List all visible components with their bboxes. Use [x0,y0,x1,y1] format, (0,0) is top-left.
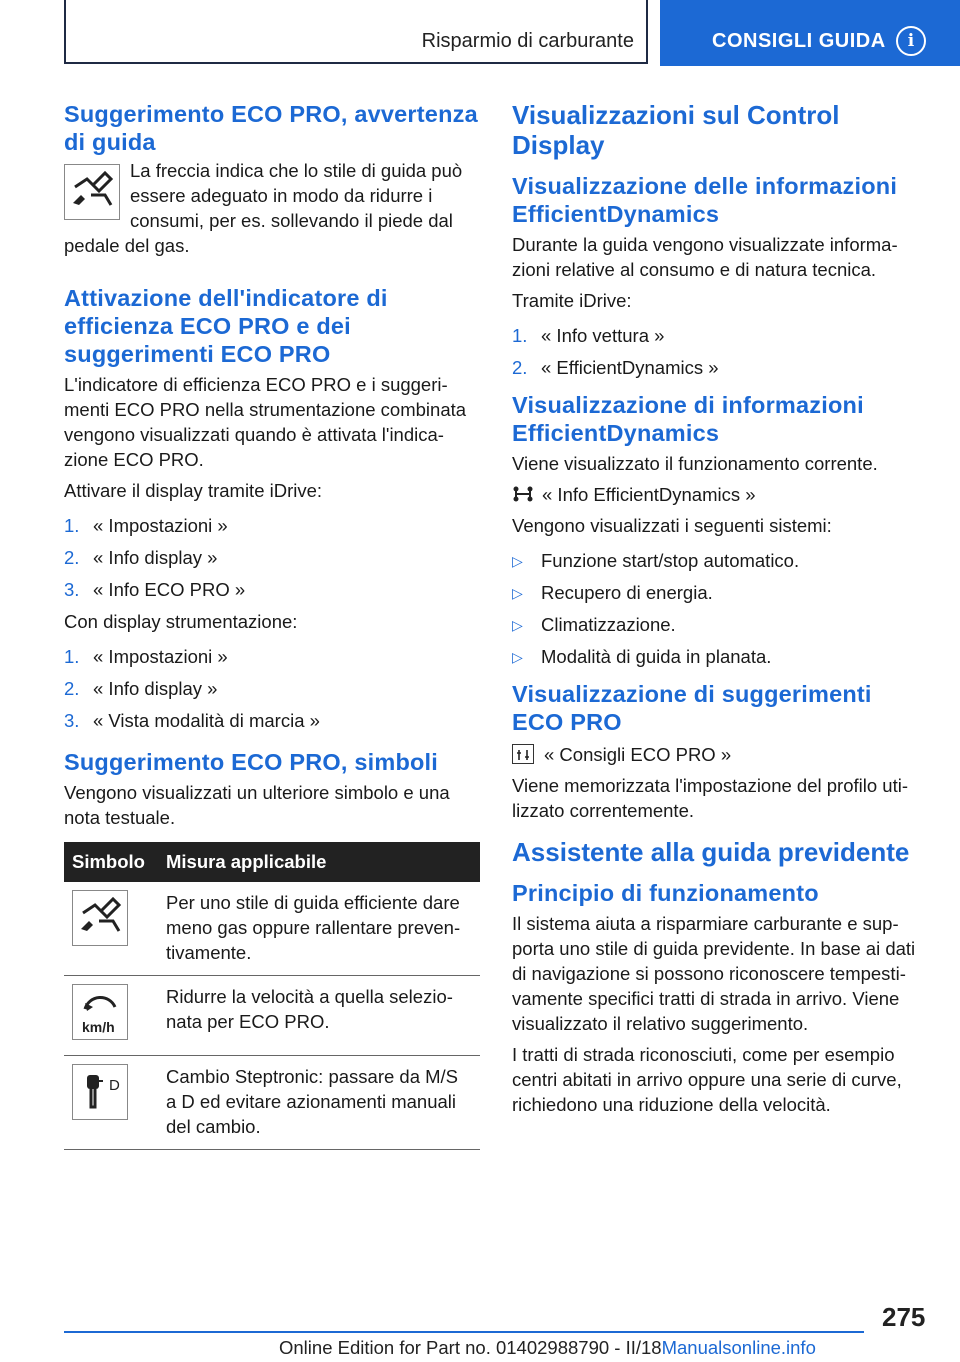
left-column [64,100,480,1150]
idrive-steps [64,513,480,602]
systems-list [512,548,928,669]
symbols-table [64,842,480,1150]
heading-eco-tip: Suggerimento ECO PRO, avvertenza di guida [64,101,478,155]
footer-edition: Online Edition for Part no. 01402988790 - II/18Manualsonline.info [279,1337,816,1358]
page-header [0,0,960,66]
profile-text: Viene memorizzata l'impostazione del profilo utilizzato correntemente. [512,775,908,821]
principle-text: Il sistema aiuta a risparmiare carburante e supporta uno stile di guida previdente. In base ai dati di navigazione si possono riconoscere tempestivamente specifici tratti di strada in arrivo. Viene visualizzato il relativo suggerimento. [512,913,916,1034]
list-item: 3. « Info ECO PRO » [64,579,246,600]
list-item: 2. « EfficientDynamics » [512,357,719,378]
gear-d-label: D [109,1077,120,1094]
heading-activation: Attivazione dell'indicatore di efficienza ECO PRO e dei suggerimenti ECO PRO [64,285,388,367]
section-title: Risparmio di carburante [421,30,634,52]
table-cell: Per uno stile di guida efficiente dare meno gas oppure rallentare preventivamente. [158,882,480,976]
eco-tip-text: La freccia indica che lo stile di guida può essere adeguato in modo da ridurre i consumi, per es. sollevando il piede dal pedale del gas. [64,160,463,256]
speed-unit-label: km/h [82,1019,115,1035]
list-item: 3. « Vista modalità di marcia » [64,710,320,731]
display-text: Con display strumentazione: [64,611,298,632]
tips-line: « Consigli ECO PRO » [512,742,928,767]
column-header-measure: Misura applicabile [158,842,480,882]
heading-symbols: Suggerimento ECO PRO, simboli [64,749,439,775]
heading-control-display: Visualizzazioni sul Control Display [512,100,840,160]
speed-gauge-icon [72,984,128,1040]
table-row [64,1056,480,1150]
list-item: ▷ Climatizzazione. [512,614,676,635]
display-steps [64,644,480,733]
chapter-tab [660,0,960,66]
table-row [64,976,480,1056]
table-cell: Cambio Steptronic: passare da M/S a D ed evitare azionamenti manuali del cambio. [158,1056,480,1150]
list-item: ▷ Recupero di energia. [512,582,713,603]
eco-tip-block [64,158,480,258]
list-item: 1. « Impostazioni » [64,515,228,536]
list-item: 1. « Impostazioni » [64,646,228,667]
footer-watermark: Manualsonline.info [661,1337,816,1358]
systems-text: Vengono visualizzati i seguenti sistemi: [512,515,832,536]
list-item: 2. « Info display » [64,678,218,699]
activation-text: L'indicatore di efficienza ECO PRO e i suggerimenti ECO PRO nella strumentazione combinata vengono visualizzati quando è attivata l'indicazione ECO PRO. [64,374,467,470]
section-tab [64,0,648,64]
heading-principle: Principio di funzionamento [512,880,819,906]
table-row [64,882,480,976]
foot-off-pedal-icon [72,890,128,946]
list-item: 1. « Info vettura » [512,325,665,346]
info-text: Durante la guida vengono visualizzate informazioni relative al consumo e di natura tecnica. [512,234,898,280]
current-text: Viene visualizzato il funzionamento corrente. [512,453,878,474]
info-icon: i [896,26,926,56]
symbols-text: Vengono visualizzati un ulteriore simbolo e una nota testuale. [64,782,450,828]
list-item: 2. « Info display » [64,547,218,568]
heading-tips: Visualizzazione di suggerimenti ECO PRO [512,681,872,735]
idrive-text: Attivare il display tramite iDrive: [64,480,323,501]
list-item: ▷ Modalità di guida in planata. [512,646,772,667]
icon-line: « Info EfficientDynamics » [512,482,928,507]
page-number: 275 [882,1302,926,1332]
chapter-title: CONSIGLI GUIDA [712,30,886,52]
right-column [512,100,928,1117]
info-steps [512,323,928,380]
list-item: ▷ Funzione start/stop automatico. [512,550,800,571]
column-header-symbol: Simbolo [64,842,158,882]
heading-assistant: Assistente alla guida previdente [512,837,910,867]
table-cell: Ridurre la velocità a quella selezionata per ECO PRO. [158,976,480,1056]
gear-lever-icon [72,1064,128,1120]
idrive-text: Tramite iDrive: [512,290,632,311]
efficient-dynamics-icon [512,484,534,502]
sections-text: I tratti di strada riconosciuti, come per esempio centri abitati in arrivo oppure una serie di curve, richiedono una riduzione della velocità. [512,1044,902,1115]
heading-info: Visualizzazione delle informazioni EfficientDynamics [512,173,898,227]
table-header [64,842,480,882]
heading-info2: Visualizzazione di informazioni EfficientDynamics [512,392,864,446]
foot-off-pedal-icon [64,164,120,220]
footer-divider [64,1331,864,1333]
settings-menu-icon [512,744,534,764]
